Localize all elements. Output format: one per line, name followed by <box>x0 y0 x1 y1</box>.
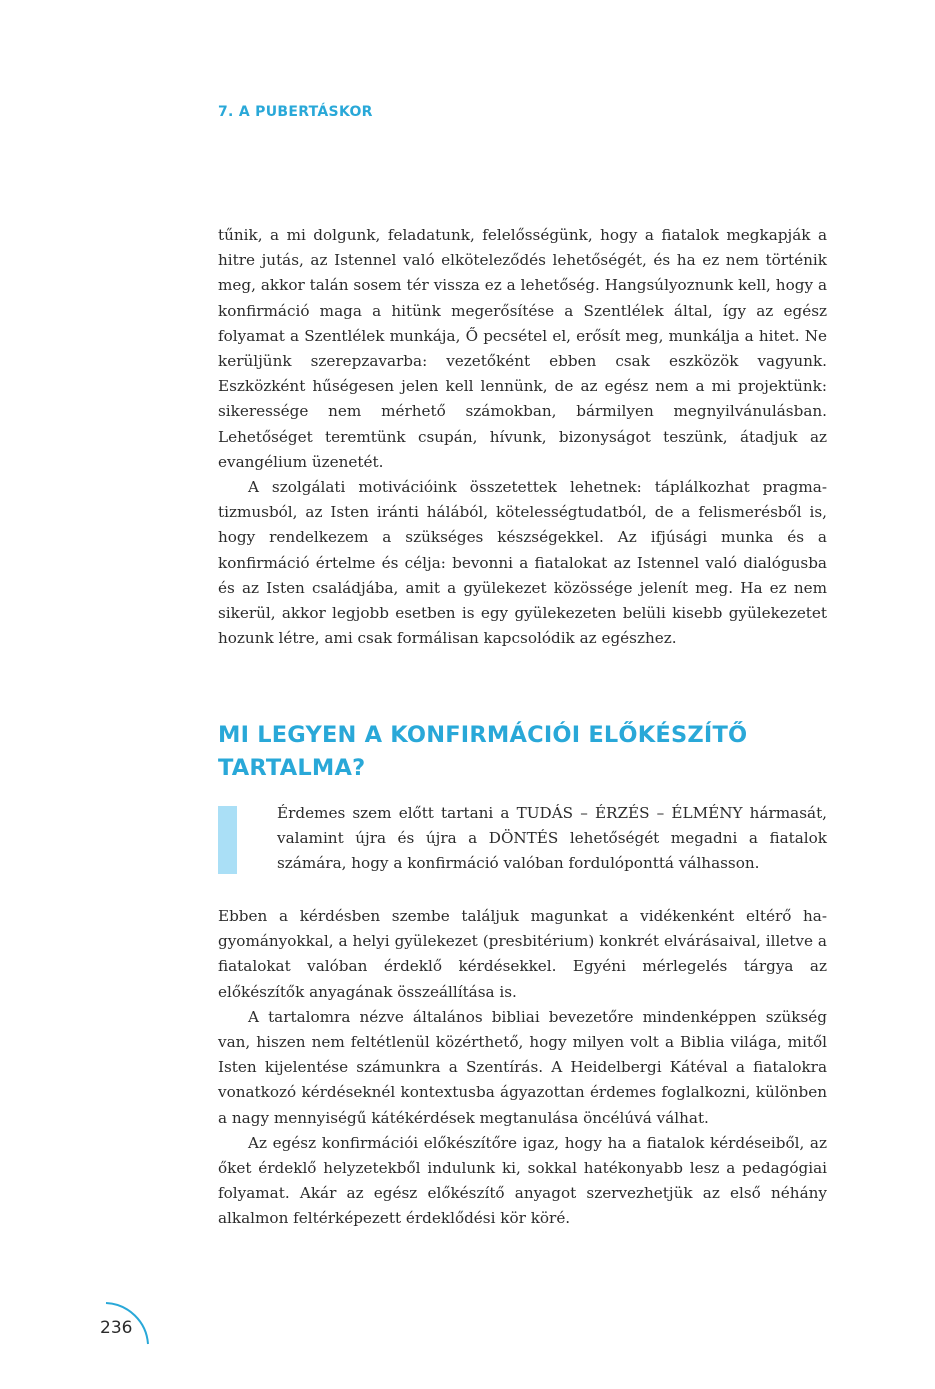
paragraph: Az egész konfirmációi előkészítőre igaz, hogy ha a fiatalok kérdéseiből, az őket érdeklő helyzetekből indulunk ki, sokkal hatékonyabb lesz a pedagógiai folyamat. Akár az egész előkészítő anyagot szervezhetjük az első néhány alkalmon feltérképezett érdeklődési kör köré. <box>218 1133 827 1228</box>
callout-accent-bar <box>218 806 237 874</box>
section-heading <box>218 719 827 785</box>
paragraph: A szolgálati motivációink összetettek lehetnek: táplálkozhat pragmatizmusból, az Isten iránti hálából, kötelességtudatból, de a felismerésből is, hogy rendelkezem a szükséges készségekkel. Az ifjúsági munka és a konfirmáció értelme és célja: bevonni a fiatalokat az Istennel való dialógusba és az Isten családjába, amit a gyülekezet közössége jelenít meg. Ha ez nem sikerül, akkor legjobb esetben is egy gyülekezeten belüli kisebb gyülekezetet hozunk létre, ami csak formálisan kapcsolódik az egészhez. <box>218 478 827 648</box>
body-text-block-2 <box>218 904 827 1232</box>
running-head: 7. A PUBERTÁSKOR <box>218 104 373 120</box>
section-heading-line-2: TARTALMA? <box>218 755 366 781</box>
body-text-block-1 <box>218 223 827 651</box>
paragraph: tűnik, a mi dolgunk, feladatunk, felelősségünk, hogy a fiatalok megkapják a hitre jutás, az Istennel való elköteleződés lehetőségét, és ha ez nem történik meg, akkor talán sosem tér vissza ez a lehetőség. Hangsúlyoznunk kell, hogy a konfirmáció maga a hitünk megerősítése a Szentlélek által, így az egész folyamat a Szentlélek munkája, Ő pecsétel el, erősít meg, munkálja a hitet. Ne kerüljünk szerepzavarba: vezetőként ebben csak eszközök vagyunk. Eszközként hűségesen jelen kell lennünk, de az egész nem a mi projektünk: sikeressége nem mérhető számokban, bármilyen megnyilvánulásban. Lehetőséget teremtünk csupán, hívunk, bizonyságot teszünk, átadjuk az evangélium üzenetét. <box>218 226 827 471</box>
paragraph: A tartalomra nézve általános bibliai bevezetőre mindenképpen szükség van, hiszen nem feltétlenül közérthető, hogy milyen volt a Biblia világa, mitől Isten kijelentése számunkra a Szentírás. A Heidelbergi Kátéval a fiatalokra vonatkozó kérdéseknél kontextusba ágyazottan érdemes foglalkozni, különben a nagy mennyiségű kátékérdések megtanulása öncélúvá válhat. <box>218 1007 827 1127</box>
paragraph: Ebben a kérdésben szembe találjuk magunkat a vidékenként eltérő hagyományokkal, a helyi gyülekezet (presbitérium) konkrét elvárásaival, illetve a fiatalokat valóban érdeklő kérdésekkel. Egyéni mérlegelés tárgya az előkészítők anyagának összeállítása is. <box>218 907 827 1001</box>
section-heading-line-1: MI LEGYEN A KONFIRMÁCIÓI ELŐKÉSZÍTŐ <box>218 722 748 748</box>
page-number: 236 <box>100 1318 133 1338</box>
callout-text: Érdemes szem előtt tartani a TUDÁS – ÉRZÉS – ÉLMÉNY hármasát, valamint újra és újra a DÖNTÉS lehetőségét megadni a fiatalok számára, hogy a konfirmáció valóban fordulóponttá válhasson. <box>277 804 827 873</box>
callout-box <box>277 801 827 877</box>
